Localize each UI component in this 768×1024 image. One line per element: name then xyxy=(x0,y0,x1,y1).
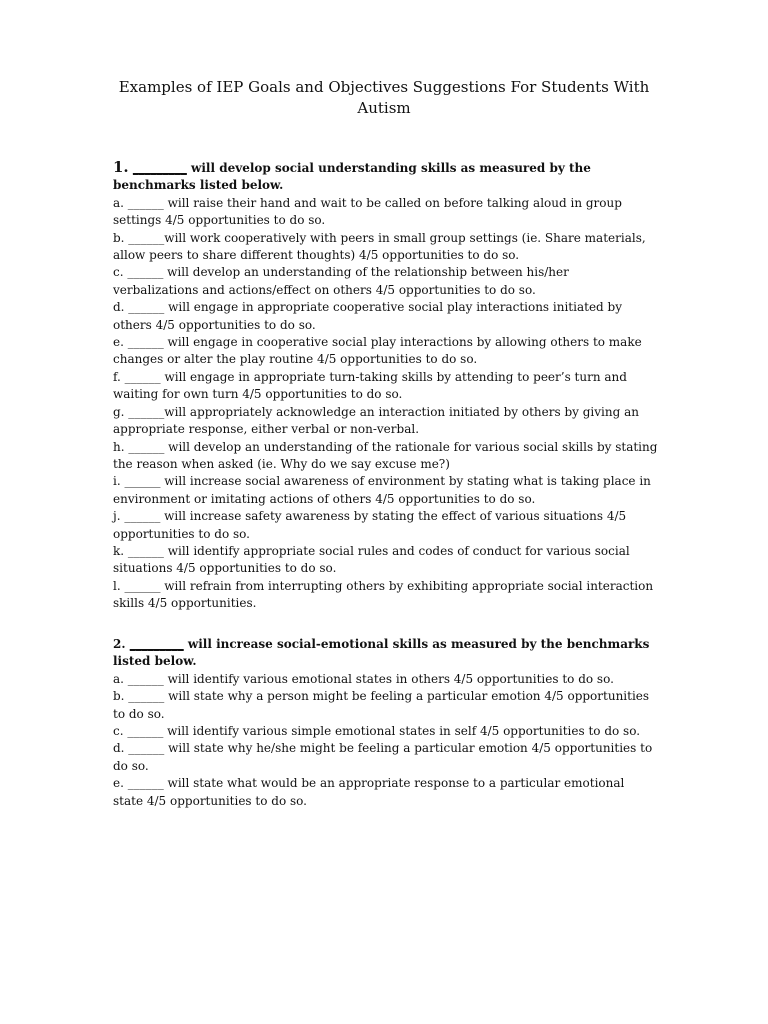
goal-number: 2. xyxy=(113,637,126,651)
goal-section-2 xyxy=(113,636,658,810)
benchmark-item: d. ______ will state why he/she might be feeling a particular emotion 4/5 opportunities to do so. xyxy=(113,741,653,773)
benchmark-item: f. ______ will engage in appropriate turn-taking skills by attending to peer’s turn and waiting for own turn 4/5 opportunities to do so. xyxy=(113,369,627,402)
goal-blank: _________ xyxy=(129,637,184,651)
benchmark-item: g. ______will appropriately acknowledge an interaction initiated by others by giving an appropriate response, either verbal or non-verbal. xyxy=(113,404,639,437)
benchmark-item: e. ______ will state what would be an appropriate response to a particular emotional state 4/5 opportunities to do so. xyxy=(113,776,625,808)
benchmark-item: e. ______ will engage in cooperative social play interactions by allowing others to make changes or alter the play routine 4/5 opportunities to do so. xyxy=(113,335,642,367)
benchmark-item: j. ______ will increase safety awareness by stating the effect of various situations 4/5 opportunities to do so. xyxy=(113,509,627,541)
benchmark-item: k. ______ will identify appropriate social rules and codes of conduct for various social situations 4/5 opportunities to do so. xyxy=(113,543,630,576)
goal-heading-text: will develop social understanding skills as measured by the benchmarks listed below. xyxy=(113,161,591,193)
goal-heading-1 xyxy=(113,159,658,195)
goal-number: 1. xyxy=(113,158,129,176)
benchmark-item: a. ______ will identify various emotional states in others 4/5 opportunities to do so. xyxy=(113,671,614,686)
benchmark-item: c. ______ will identify various simple emotional states in self 4/5 opportunities to do so. xyxy=(113,724,641,739)
benchmark-item: b. ______will work cooperatively with peers in small group settings (ie. Share materials, allow peers to share different thoughts) 4/5 opportunities to do so. xyxy=(113,230,646,263)
benchmark-item: a. ______ will raise their hand and wait to be called on before talking aloud in group settings 4/5 opportunities to do so. xyxy=(113,195,622,228)
benchmark-item: b. ______ will state why a person might be feeling a particular emotion 4/5 opportunities to do so. xyxy=(113,689,650,721)
benchmark-item: d. ______ will engage in appropriate cooperative social play interactions initiated by others 4/5 opportunities to do so. xyxy=(113,300,622,332)
benchmark-item: c. ______ will develop an understanding of the relationship between his/her verbalizations and actions/effect on others 4/5 opportunities to do so. xyxy=(113,265,569,297)
goal-heading-2 xyxy=(113,636,658,671)
benchmark-item: h. ______ will develop an understanding of the rationale for various social skills by stating the reason when asked (ie. Why do we say excuse me?) xyxy=(113,439,658,471)
goal-section-1 xyxy=(113,159,658,613)
goal-blank: _________ xyxy=(132,161,187,175)
benchmark-item: l. ______ will refrain from interrupting others by exhibiting appropriate social interaction skills 4/5 opportunities. xyxy=(113,578,654,611)
goal-heading-text: will increase social-emotional skills as measured by the benchmarks listed below. xyxy=(113,637,650,669)
benchmark-item: i. ______ will increase social awareness of environment by stating what is taking place in environment or imitating actions of others 4/5 opportunities to do so. xyxy=(113,474,651,506)
document-title: Examples of IEP Goals and Objectives Suggestions For Students With Autism xyxy=(118,78,650,117)
